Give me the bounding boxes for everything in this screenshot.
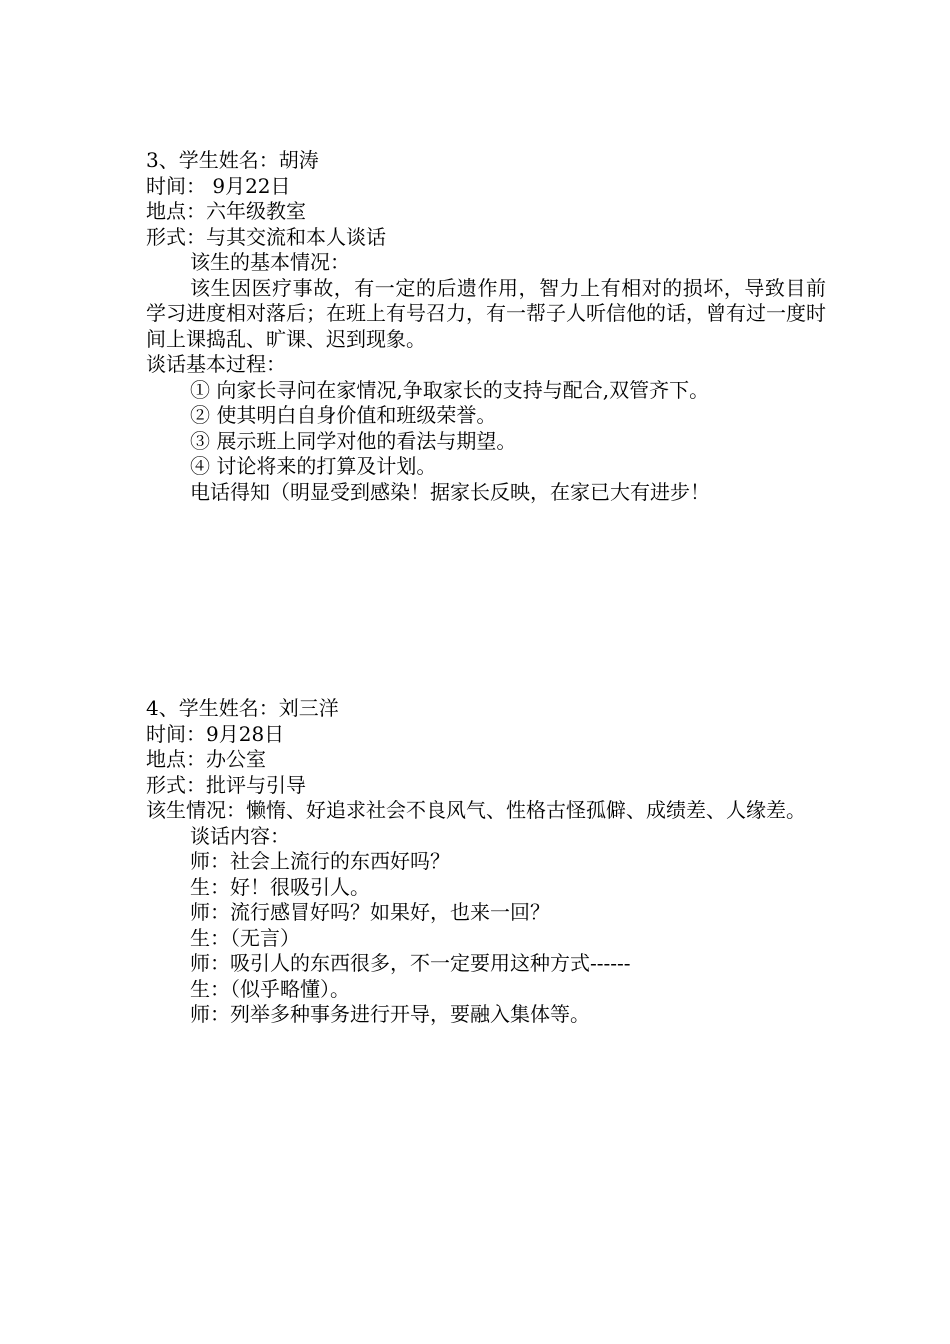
dialogue-line: 师：列举多种事务进行开导，要融入集体等。 bbox=[190, 1002, 590, 1026]
form-line: 形式：批评与引导 bbox=[146, 772, 306, 797]
time-line: 时间：9月28日 bbox=[146, 721, 285, 746]
situation-paragraph: 该生情况：懒惰、好追求社会不良风气、性格古怪孤僻、成绩差、人缘差。 bbox=[146, 798, 806, 822]
record-section-liu-sanyang bbox=[146, 696, 826, 1028]
dialogue-line: 师：流行感冒好吗？如果好，也来一回？ bbox=[190, 900, 550, 924]
record-section-hu-tao bbox=[146, 148, 826, 505]
process-step: ④ 讨论将来的打算及计划。 bbox=[190, 454, 437, 478]
basic-info-label: 该生的基本情况： bbox=[190, 250, 350, 274]
dialogue-line: 生：（似乎略懂）。 bbox=[190, 976, 350, 1001]
form-line: 形式：与其交流和本人谈话 bbox=[146, 224, 386, 249]
process-step: ③ 展示班上同学对他的看法与期望。 bbox=[190, 428, 517, 453]
basic-info-paragraph: 该生因医疗事故，有一定的后遗作用，智力上有相对的损坏，导致目前学习进度相对落后；在班上有号召力，有一帮子人听信他的话，曾有过一度时间上课捣乱、旷课、迟到现象。 bbox=[146, 275, 826, 351]
student-heading: 4、学生姓名：刘三洋 bbox=[146, 696, 339, 720]
result-line: 电话得知（明显受到感染！据家长反映，在家已大有进步！ bbox=[190, 479, 710, 504]
dialogue-line: 师：吸引人的东西很多，不一定要用这种方式------ bbox=[190, 951, 631, 975]
process-label: 谈话基本过程： bbox=[146, 352, 286, 376]
content-label: 谈话内容： bbox=[190, 823, 290, 848]
process-step: ② 使其明白自身价值和班级荣誉。 bbox=[190, 403, 497, 427]
time-line: 时间： 9月22日 bbox=[146, 173, 291, 198]
place-line: 地点：办公室 bbox=[146, 747, 266, 771]
place-line: 地点：六年级教室 bbox=[146, 199, 306, 223]
student-heading: 3、学生姓名：胡涛 bbox=[146, 148, 319, 172]
dialogue-line: 生：好！很吸引人。 bbox=[190, 874, 370, 899]
dialogue-line: 师：社会上流行的东西好吗？ bbox=[190, 849, 450, 873]
dialogue-line: 生：（无言） bbox=[190, 925, 300, 950]
process-step: ① 向家长寻问在家情况,争取家长的支持与配合,双管齐下。 bbox=[190, 377, 710, 402]
